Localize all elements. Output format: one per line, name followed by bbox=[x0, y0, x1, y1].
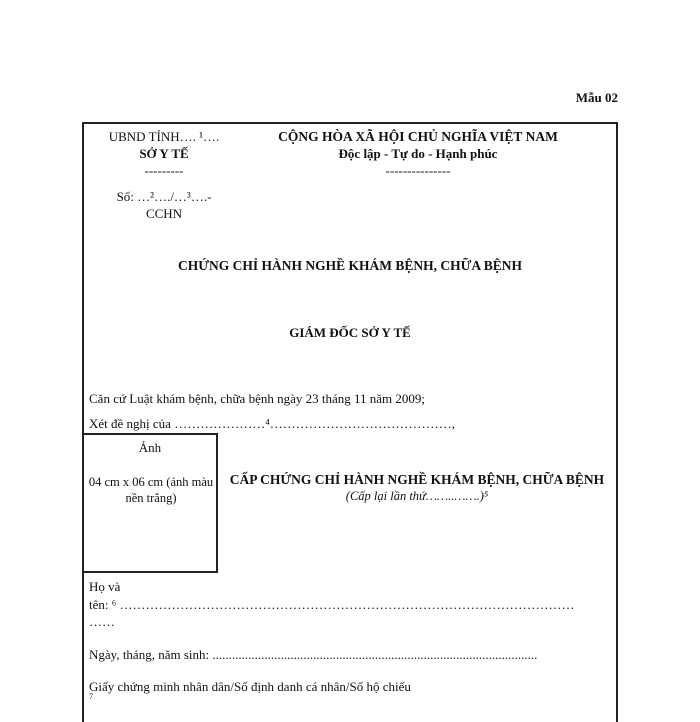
certificate-title: CHỨNG CHỈ HÀNH NGHỀ KHÁM BỆNH, CHỮA BỆNH bbox=[177, 258, 522, 273]
national-motto: Độc lập - Tự do - Hạnh phúc bbox=[338, 146, 498, 161]
grant-title: CẤP CHỨNG CHỈ HÀNH NGHỀ KHÁM BỆNH, CHỮA BỆNH bbox=[229, 472, 605, 487]
reissue-note: (Cấp lại lần thứ……..…….)⁵ bbox=[345, 489, 489, 503]
form-code: Mẫu 02 bbox=[575, 90, 618, 105]
id-card-footnote: 7 bbox=[89, 692, 93, 701]
number-line: Số: …²…./…³….- bbox=[116, 189, 212, 204]
issuing-authority bbox=[84, 128, 244, 179]
name-field-continuation: …… bbox=[89, 614, 115, 629]
number-suffix: CCHN bbox=[145, 206, 183, 221]
photo-label: Ảnh bbox=[138, 440, 162, 455]
document-number bbox=[84, 188, 244, 222]
right-divider: --------------- bbox=[385, 163, 451, 178]
legal-basis: Căn cứ Luật khám bệnh, chữa bệnh ngày 23 tháng 11 năm 2009; bbox=[89, 391, 426, 406]
id-card-field: Giấy chứng minh nhân dân/Số định danh cá nhân/Số hộ chiếu bbox=[89, 679, 411, 694]
date-of-birth-field: Ngày, tháng, năm sinh: .................................................................................................... bbox=[89, 647, 538, 662]
name-field: tên: ⁶ …………………………………………………………………………………………… bbox=[89, 597, 575, 612]
nation-name: CỘNG HÒA XÃ HỘI CHỦ NGHĨA VIỆT NAM bbox=[278, 129, 558, 144]
department-of-health: SỞ Y TẾ bbox=[139, 146, 189, 161]
left-divider: --------- bbox=[144, 163, 184, 178]
photo-size-note: 04 cm x 06 cm (ảnh màu nền trắng) bbox=[88, 475, 214, 505]
province-committee: UBND TỈNH…. ¹…. bbox=[108, 129, 220, 144]
national-header bbox=[250, 128, 586, 179]
proposal-line: Xét đề nghị của …………………⁴……………………………………, bbox=[89, 416, 455, 431]
director-title: GIÁM ĐỐC SỞ Y TẾ bbox=[289, 325, 411, 340]
name-field-label: Họ và bbox=[89, 579, 121, 594]
